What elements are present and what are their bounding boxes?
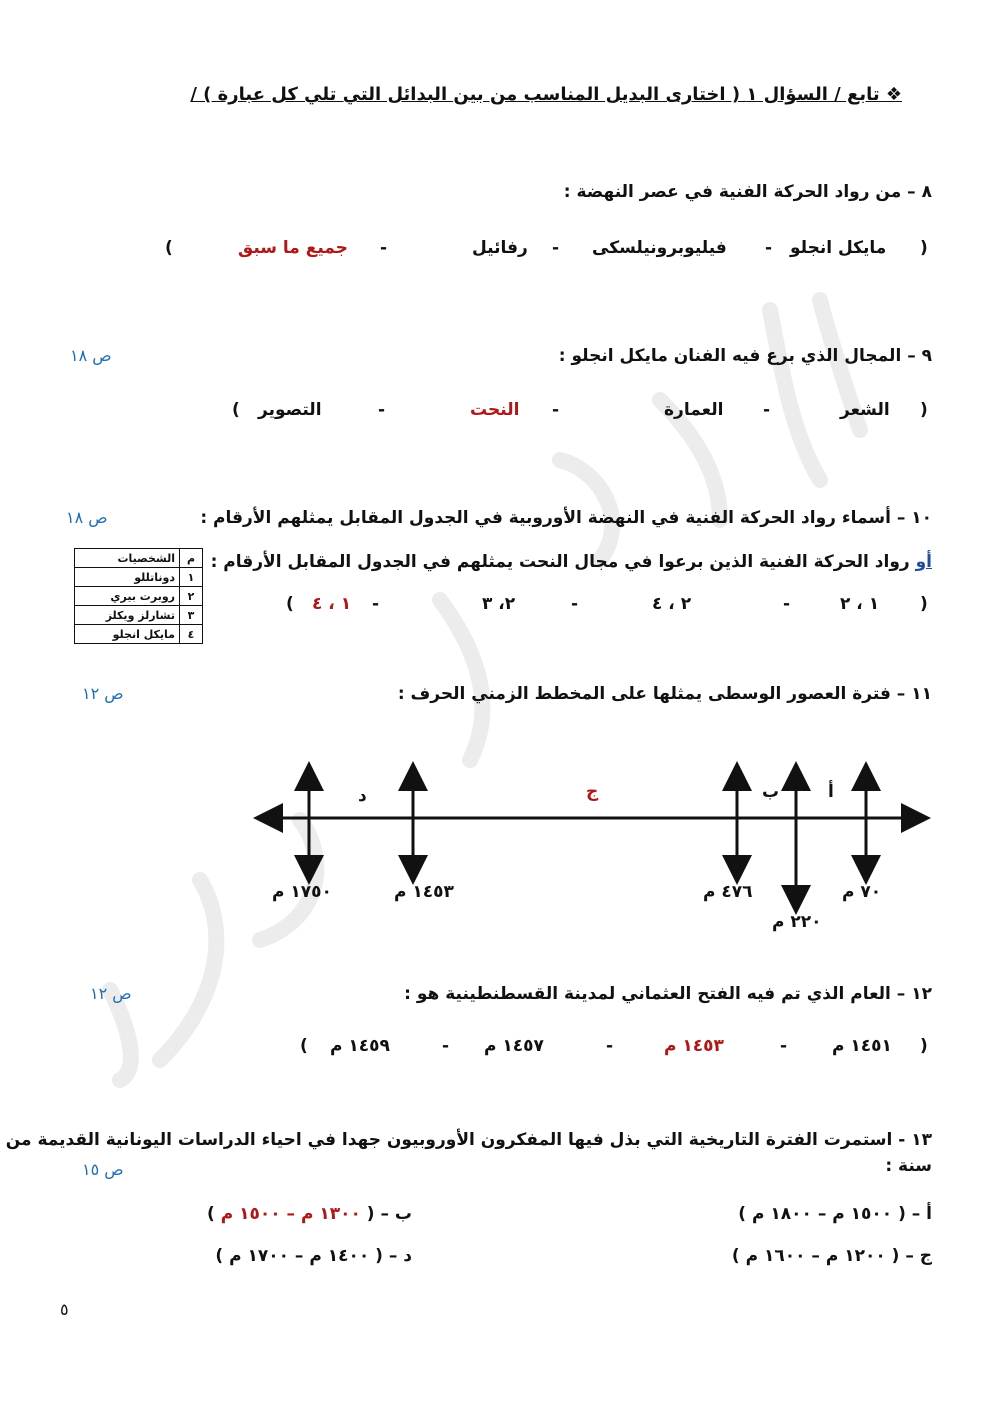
option-dash: - [372,594,380,614]
page-reference: ص ١٥ [82,1160,124,1179]
question-10-option-1[interactable]: ١ ، ٢ [840,594,880,614]
question-9-close-paren: ( [232,400,240,420]
question-10-option-4-answer[interactable]: ١ ، ٤ [312,594,352,614]
page-reference: ص ١٨ [70,346,112,365]
question-13-option-c[interactable] [732,1246,932,1266]
question-9-text: ٩ – المجال الذي برع فيه الفنان مايكل انجلو : [558,346,932,366]
timeline-date-1453: ١٤٥٣ م [394,882,454,902]
option-close: ) [738,1204,747,1224]
question-8-option-3[interactable]: رفائيل [472,238,528,258]
timeline-letter-alef: أ [828,782,834,802]
question-12-close-paren: ( [300,1036,308,1056]
option-dash: - [780,1036,788,1056]
option-dash: - [765,238,773,258]
question-12-text: ١٢ – العام الذي تم فيه الفتح العثماني لمدينة القسطنطينية هو : [404,984,932,1004]
question-12-option-4[interactable]: ١٤٥٩ م [330,1036,390,1056]
question-10-open-paren: ) [920,594,928,614]
option-label: ب – ( [366,1204,412,1224]
question-12-open-paren: ) [920,1036,928,1056]
question-9-option-4[interactable]: التصوير [258,400,322,420]
table-cell-number: ١ [180,568,203,587]
timeline-letter-jim-answer: ج [586,782,599,802]
table-cell-name: مايكل انجلو [75,625,180,644]
table-header-number: م [180,549,203,568]
table-cell-name: روبرت بيري [75,587,180,606]
page-number: ٥ [60,1300,69,1319]
question-10-option-2[interactable]: ٢ ، ٤ [652,594,692,614]
question-9-option-2[interactable]: العمارة [664,400,724,420]
option-close: ) [207,1204,215,1224]
timeline-date-1750: ١٧٥٠ م [272,882,332,902]
timeline-letter-ba: ب [762,782,780,802]
timeline-date-70: ٧٠ م [842,882,882,902]
page-reference: ص ١٨ [66,508,108,527]
question-8-close-paren: ( [165,238,173,258]
option-label: أ – ( [898,1204,932,1224]
question-8-option-2[interactable]: فيليوبرونيلسكى [592,238,727,258]
question-13-option-d[interactable] [215,1246,412,1266]
page-reference: ص ١٢ [82,684,124,703]
question-12-option-2-answer[interactable]: ١٤٥٣ م [664,1036,724,1056]
question-9-option-1[interactable]: الشعر [840,400,890,420]
option-value-answer: ١٣٠٠ م – ١٥٠٠ م [220,1204,361,1224]
question-12-option-3[interactable]: ١٤٥٧ م [484,1036,544,1056]
option-value: ١٢٠٠ م – ١٦٠٠ م [745,1246,886,1266]
question-13-option-b[interactable] [207,1204,412,1224]
question-11-text: ١١ – فترة العصور الوسطى يمثلها على المخطط الزمني الحرف : [397,684,932,704]
section-header: ❖ تابع / السؤال ١ ( اختارى البديل المناسب من بين البدائل التي تلي كل عبارة ) / [190,84,902,105]
table-cell-number: ٢ [180,587,203,606]
page-reference: ص ١٢ [90,984,132,1003]
option-close: ) [215,1246,224,1266]
table-cell-number: ٤ [180,625,203,644]
option-dash: - [783,594,791,614]
question-9-option-3-answer[interactable]: النحت [470,400,520,420]
option-dash: - [763,400,771,420]
option-dash: - [380,238,388,258]
table-cell-number: ٣ [180,606,203,625]
option-dash: - [606,1036,614,1056]
option-label: ج – ( [891,1246,932,1266]
option-value: ١٥٠٠ م – ١٨٠٠ م [752,1204,893,1224]
question-8-option-4-answer[interactable]: جميع ما سبق [238,238,348,258]
option-value: ١٤٠٠ م – ١٧٠٠ م [229,1246,370,1266]
table-cell-name: تشارلز ويكلز [75,606,180,625]
option-dash: - [378,400,386,420]
table-cell-name: دوناتللو [75,568,180,587]
question-13-option-a[interactable] [738,1204,932,1224]
question-10-option-3[interactable]: ٢، ٣ [482,594,516,614]
question-13-text-line2: سنة : [885,1156,932,1176]
option-label: د – ( [375,1246,412,1266]
alt-body: رواد الحركة الفنية الذين برعوا في مجال النحت يمثلهم في الجدول المقابل الأرقام : [210,552,916,572]
option-dash: - [571,594,579,614]
question-10-close-paren: ( [286,594,294,614]
question-8-open-paren: ) [920,238,928,258]
timeline-letter-dal: د [358,786,367,806]
alt-prefix: أو [915,552,932,572]
question-12-option-1[interactable]: ١٤٥١ م [832,1036,892,1056]
timeline-date-220: ٢٢٠ م [772,912,822,932]
question-10-text: ١٠ – أسماء رواد الحركة الفنية في النهضة الأوروبية في الجدول المقابل يمثلهم الأرقام : [200,508,932,528]
table-header-name: الشخصيات [75,549,180,568]
question-8-option-1[interactable]: مايكل انجلو [790,238,887,258]
option-dash: - [442,1036,450,1056]
question-9-open-paren: ) [920,400,928,420]
timeline-date-476: ٤٧٦ م [703,882,753,902]
option-dash: - [552,400,560,420]
option-dash: - [552,238,560,258]
question-8-text: ٨ – من رواد الحركة الفنية في عصر النهضة : [563,182,932,202]
option-close: ) [731,1246,740,1266]
question-13-text: ١٣ - استمرت الفترة التاريخية التي بذل فيها المفكرون الأوروبيون جهدا في احياء الدراسات اليونانية القديمة من [5,1130,932,1150]
